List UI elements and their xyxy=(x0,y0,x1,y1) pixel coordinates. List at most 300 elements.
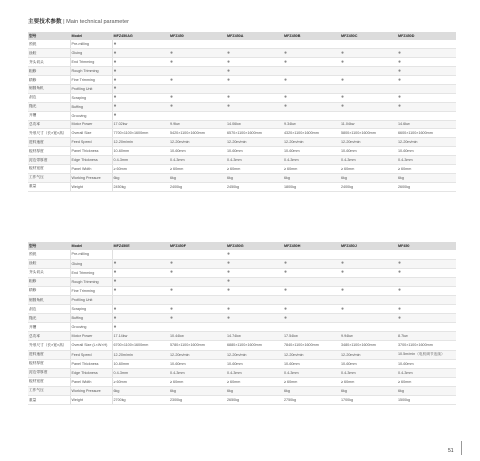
table-cell: 2400kg xyxy=(169,182,226,191)
table-cell xyxy=(340,314,397,323)
table-row xyxy=(28,76,456,85)
feature-dot-cell xyxy=(112,111,169,120)
table-cell: 12-20m/min xyxy=(283,138,340,147)
dot-icon: ● xyxy=(113,305,117,312)
feature-dot-cell xyxy=(340,102,397,111)
param-name-en: Panel Width xyxy=(70,377,112,386)
feature-dot-cell xyxy=(169,58,226,67)
table-cell: 12-20m/min xyxy=(112,138,169,147)
table-row xyxy=(28,295,456,304)
feature-dot-cell xyxy=(169,305,226,314)
dot-icon: ● xyxy=(227,250,231,257)
feature-dot-cell xyxy=(169,259,226,268)
table-row xyxy=(28,286,456,295)
table-cell: 6kg xyxy=(283,173,340,182)
table-cell xyxy=(397,111,456,120)
table-cell xyxy=(283,111,340,120)
table-row xyxy=(28,259,456,268)
table-cell: 10-60mm xyxy=(169,147,226,156)
table-cell: ≥ 60mm xyxy=(340,164,397,173)
param-name-en: Working Pressure xyxy=(70,173,112,182)
table-cell xyxy=(226,111,283,120)
table-row xyxy=(28,350,456,359)
table-cell: 10-60mm xyxy=(340,359,397,368)
feature-dot-cell xyxy=(397,76,456,85)
feature-dot-cell xyxy=(112,58,169,67)
table-header-row xyxy=(28,242,456,250)
param-name-en: Rough Trimming xyxy=(70,277,112,286)
table-row xyxy=(28,173,456,182)
header-cell: MFZ450G xyxy=(226,242,283,250)
feature-dot-cell xyxy=(397,314,456,323)
param-name-en: Edge Thickness xyxy=(70,156,112,165)
dot-icon: ● xyxy=(398,67,402,74)
feature-dot-cell xyxy=(397,286,456,295)
table-cell: ≥ 60mm xyxy=(169,377,226,386)
param-name-en: Buffing xyxy=(70,102,112,111)
table-cell: 10-60mm xyxy=(226,147,283,156)
table-cell: 2700kg xyxy=(112,396,169,405)
header-cell: MFZ450H xyxy=(283,242,340,250)
feature-dot-cell xyxy=(169,268,226,277)
param-name-zh: 倒圆角机 xyxy=(28,295,70,304)
param-name-en: End Trimming xyxy=(70,268,112,277)
table-cell: 12-20m/min xyxy=(226,350,283,359)
dot-icon: ● xyxy=(170,314,174,321)
dot-icon: ● xyxy=(227,103,231,110)
header-cell: MFZ450D xyxy=(397,32,456,40)
table-cell xyxy=(169,250,226,259)
table-cell: 14.06kw xyxy=(226,120,283,129)
feature-dot-cell xyxy=(283,76,340,85)
page-divider xyxy=(461,441,462,455)
param-name-en: Pre-milling xyxy=(70,250,112,259)
table-cell xyxy=(283,323,340,332)
table-cell: 12-20m/min xyxy=(283,350,340,359)
param-name-zh: 开槽 xyxy=(28,323,70,332)
table-cell xyxy=(169,84,226,93)
page-title-en: | Main technical parameter xyxy=(61,19,129,25)
param-name-zh: 倒圆角机 xyxy=(28,84,70,93)
param-name-zh: 刮边 xyxy=(28,93,70,102)
feature-dot-cell xyxy=(112,102,169,111)
table-cell: 10-60mm xyxy=(283,359,340,368)
feature-dot-cell xyxy=(226,250,283,259)
feature-dot-cell xyxy=(169,102,226,111)
table-cell: 0.4-3mm xyxy=(112,156,169,165)
dot-icon: ● xyxy=(113,103,117,110)
table-cell: 0.4-3mm xyxy=(283,156,340,165)
feature-dot-cell xyxy=(226,286,283,295)
table-cell: 9.94kw xyxy=(340,332,397,341)
table-row xyxy=(28,93,456,102)
table-cell: ≥ 60mm xyxy=(112,164,169,173)
table-cell: 0.4-3mm xyxy=(112,368,169,377)
feature-dot-cell xyxy=(112,277,169,286)
table-cell xyxy=(226,84,283,93)
table-cell: 1500kg xyxy=(397,396,456,405)
table-cell: 1700kg xyxy=(340,396,397,405)
table-row xyxy=(28,40,456,49)
table-cell: ≥ 60mm xyxy=(283,164,340,173)
table-row xyxy=(28,111,456,120)
header-cell: MFZ450C xyxy=(340,32,397,40)
feature-dot-cell xyxy=(112,67,169,76)
param-name-zh: 粗修 xyxy=(28,67,70,76)
feature-dot-cell xyxy=(112,268,169,277)
feature-dot-cell xyxy=(397,49,456,58)
param-name-zh: 抛光 xyxy=(28,102,70,111)
table-cell xyxy=(397,277,456,286)
table-cell: 14.74kw xyxy=(226,332,283,341)
dot-icon: ● xyxy=(341,58,345,65)
feature-dot-cell xyxy=(397,305,456,314)
param-name-en: Scraping xyxy=(70,93,112,102)
feature-dot-cell xyxy=(283,93,340,102)
table-cell: ≥ 60mm xyxy=(340,377,397,386)
table-cell: 0.4-3mm xyxy=(283,368,340,377)
feature-dot-cell xyxy=(169,314,226,323)
feature-dot-cell xyxy=(226,67,283,76)
table-cell xyxy=(283,67,340,76)
table-cell xyxy=(340,111,397,120)
param-name-en: Gluing xyxy=(70,259,112,268)
spec-table-2 xyxy=(28,242,456,405)
table-cell: 5780×1100×1600mm xyxy=(169,341,226,350)
table-cell: ≥ 60mm xyxy=(397,377,456,386)
param-name-en: Fine Trimming xyxy=(70,286,112,295)
table-row xyxy=(28,120,456,129)
feature-dot-cell xyxy=(283,305,340,314)
feature-dot-cell xyxy=(112,259,169,268)
feature-dot-cell xyxy=(226,314,283,323)
param-name-en: Edge Thickness xyxy=(70,368,112,377)
feature-dot-cell xyxy=(340,259,397,268)
header-cell: MFZ450A xyxy=(226,32,283,40)
table-cell xyxy=(169,40,226,49)
table-cell: 6570×1100×1600mm xyxy=(226,129,283,138)
param-name-zh: 外形尺寸（长×宽×高） xyxy=(28,341,70,350)
table-cell xyxy=(283,84,340,93)
dot-icon: ● xyxy=(170,58,174,65)
table-cell: 10.5m/min（电机调节连续） xyxy=(397,350,456,359)
dot-icon: ● xyxy=(284,287,288,294)
table-cell xyxy=(340,67,397,76)
feature-dot-cell xyxy=(226,102,283,111)
dot-icon: ● xyxy=(170,305,174,312)
param-name-en: Grooving xyxy=(70,323,112,332)
table-cell: 2300kg xyxy=(169,396,226,405)
param-name-zh: 板材宽度 xyxy=(28,377,70,386)
param-name-zh: 齐头切头 xyxy=(28,58,70,67)
table-cell xyxy=(340,277,397,286)
dot-icon: ● xyxy=(284,314,288,321)
dot-icon: ● xyxy=(113,67,117,74)
header-cell: Model xyxy=(70,242,112,250)
table-cell: 2450kg xyxy=(112,182,169,191)
table-cell: 3480×1100×1600mm xyxy=(340,341,397,350)
feature-dot-cell xyxy=(283,58,340,67)
table-row xyxy=(28,129,456,138)
table-cell: 10-60mm xyxy=(226,359,283,368)
feature-dot-cell xyxy=(397,93,456,102)
table-row xyxy=(28,164,456,173)
table-cell: ≥ 60mm xyxy=(169,164,226,173)
table-cell: 6kg xyxy=(169,173,226,182)
table-cell: 0.4-3mm xyxy=(397,156,456,165)
table-cell: 0.4-3mm xyxy=(226,368,283,377)
dot-icon: ● xyxy=(398,314,402,321)
feature-dot-cell xyxy=(397,102,456,111)
param-name-en: Feed Speed xyxy=(70,350,112,359)
param-name-en: Profiling Unit xyxy=(70,295,112,304)
table-cell xyxy=(169,111,226,120)
dot-icon: ● xyxy=(113,94,117,101)
dot-icon: ● xyxy=(227,76,231,83)
table-cell: ≥ 60mm xyxy=(226,377,283,386)
dot-icon: ● xyxy=(113,287,117,294)
table-row xyxy=(28,250,456,259)
param-name-en: Panel Width xyxy=(70,164,112,173)
dot-icon: ● xyxy=(398,103,402,110)
header-cell: MFZ450AG xyxy=(112,32,169,40)
feature-dot-cell xyxy=(340,305,397,314)
param-name-zh: 总功率 xyxy=(28,332,70,341)
param-name-zh: 粗修 xyxy=(28,277,70,286)
table-cell: 17.14kw xyxy=(112,332,169,341)
table-cell: 5420×1100×1600mm xyxy=(169,129,226,138)
param-name-zh: 封边带厚度 xyxy=(28,368,70,377)
table-cell: 0.4-3mm xyxy=(169,156,226,165)
spec-table-1 xyxy=(28,32,456,192)
table-cell xyxy=(397,40,456,49)
param-name-en: Profiling Unit xyxy=(70,84,112,93)
table-cell: 2600kg xyxy=(397,182,456,191)
feature-dot-cell xyxy=(226,277,283,286)
feature-dot-cell xyxy=(112,84,169,93)
feature-dot-cell xyxy=(283,49,340,58)
dot-icon: ● xyxy=(284,76,288,83)
table-cell: 10-60mm xyxy=(112,147,169,156)
table-cell xyxy=(226,295,283,304)
table-cell xyxy=(283,295,340,304)
dot-icon: ● xyxy=(113,269,117,276)
feature-dot-cell xyxy=(169,286,226,295)
table-cell: 2650kg xyxy=(226,396,283,405)
table-row xyxy=(28,323,456,332)
table-row xyxy=(28,102,456,111)
param-name-zh: 精修 xyxy=(28,76,70,85)
param-name-zh: 封边带厚度 xyxy=(28,156,70,165)
table-cell: 6kg xyxy=(397,173,456,182)
param-name-en: Pre-milling xyxy=(70,40,112,49)
param-name-zh: 进料速度 xyxy=(28,350,70,359)
table-cell: 17.02kw xyxy=(112,120,169,129)
table-cell: 17.54kw xyxy=(283,332,340,341)
header-cell: MF450 xyxy=(397,242,456,250)
table-cell xyxy=(340,84,397,93)
param-name-en: Working Pressure xyxy=(70,386,112,395)
header-cell: MFZ450F xyxy=(169,242,226,250)
dot-icon: ● xyxy=(227,49,231,56)
header-cell: MFZ450 xyxy=(169,32,226,40)
table-cell: 11.04kw xyxy=(340,120,397,129)
dot-icon: ● xyxy=(227,67,231,74)
feature-dot-cell xyxy=(226,268,283,277)
param-name-en: Scraping xyxy=(70,305,112,314)
table-cell xyxy=(397,323,456,332)
table-cell: 6kg xyxy=(397,386,456,395)
param-name-zh: 预铣 xyxy=(28,250,70,259)
table-cell xyxy=(169,277,226,286)
dot-icon: ● xyxy=(170,269,174,276)
table-cell xyxy=(340,40,397,49)
dot-icon: ● xyxy=(284,58,288,65)
feature-dot-cell xyxy=(340,49,397,58)
dot-icon: ● xyxy=(113,278,117,285)
feature-dot-cell xyxy=(226,93,283,102)
feature-dot-cell xyxy=(169,49,226,58)
table-cell: 3700×1100×1600mm xyxy=(397,341,456,350)
feature-dot-cell xyxy=(283,102,340,111)
dot-icon: ● xyxy=(113,40,117,47)
dot-icon: ● xyxy=(113,85,117,92)
feature-dot-cell xyxy=(169,76,226,85)
feature-dot-cell xyxy=(112,49,169,58)
table-cell: 4320×1100×1600mm xyxy=(283,129,340,138)
page-number: 51 xyxy=(448,448,454,454)
table-cell: 9.34kw xyxy=(283,120,340,129)
table-row xyxy=(28,332,456,341)
table-row xyxy=(28,182,456,191)
table-row xyxy=(28,268,456,277)
param-name-en: Weight xyxy=(70,396,112,405)
table-cell: 10.44kw xyxy=(169,332,226,341)
table-row xyxy=(28,341,456,350)
table-row xyxy=(28,138,456,147)
param-name-zh: 齐头切头 xyxy=(28,268,70,277)
table-cell xyxy=(112,250,169,259)
feature-dot-cell xyxy=(226,58,283,67)
dot-icon: ● xyxy=(113,58,117,65)
table-row xyxy=(28,359,456,368)
page-title xyxy=(28,17,129,25)
dot-icon: ● xyxy=(170,287,174,294)
table-cell xyxy=(340,323,397,332)
feature-dot-cell xyxy=(283,314,340,323)
param-name-en: Panel Thickness xyxy=(70,359,112,368)
dot-icon: ● xyxy=(170,103,174,110)
table-cell xyxy=(397,84,456,93)
table-cell: 12-20m/min xyxy=(169,350,226,359)
dot-icon: ● xyxy=(398,49,402,56)
header-cell: 型号 xyxy=(28,242,70,250)
feature-dot-cell xyxy=(226,49,283,58)
param-name-zh: 刮边 xyxy=(28,305,70,314)
table-row xyxy=(28,147,456,156)
table-cell xyxy=(283,40,340,49)
dot-icon: ● xyxy=(341,260,345,267)
feature-dot-cell xyxy=(112,305,169,314)
dot-icon: ● xyxy=(227,269,231,276)
table-cell: ≥ 60mm xyxy=(112,377,169,386)
feature-dot-cell xyxy=(226,259,283,268)
dot-icon: ● xyxy=(284,103,288,110)
param-name-en: End Trimming xyxy=(70,58,112,67)
dot-icon: ● xyxy=(341,94,345,101)
table-cell: 6kg xyxy=(226,173,283,182)
dot-icon: ● xyxy=(341,103,345,110)
table-row xyxy=(28,67,456,76)
header-cell: 型号 xyxy=(28,32,70,40)
feature-dot-cell xyxy=(226,76,283,85)
param-name-en: Rough Trimming xyxy=(70,67,112,76)
table-cell: 0.4-3mm xyxy=(340,368,397,377)
dot-icon: ● xyxy=(398,269,402,276)
feature-dot-cell xyxy=(397,268,456,277)
feature-dot-cell xyxy=(112,314,169,323)
table-cell: 0.4-3mm xyxy=(397,368,456,377)
param-name-zh: 板材厚度 xyxy=(28,147,70,156)
table-cell: 0.4-3mm xyxy=(226,156,283,165)
table-row xyxy=(28,84,456,93)
param-name-zh: 预铣 xyxy=(28,40,70,49)
table-row xyxy=(28,58,456,67)
dot-icon: ● xyxy=(341,269,345,276)
param-name-zh: 工作气压 xyxy=(28,173,70,182)
table-row xyxy=(28,396,456,405)
table-cell: 6kg xyxy=(112,173,169,182)
dot-icon: ● xyxy=(341,305,345,312)
param-name-zh: 开槽 xyxy=(28,111,70,120)
dot-icon: ● xyxy=(113,260,117,267)
header-cell: MFZ450J xyxy=(340,242,397,250)
table-cell: 2450kg xyxy=(226,182,283,191)
table-row xyxy=(28,377,456,386)
feature-dot-cell xyxy=(283,268,340,277)
table-cell: 0.4-3mm xyxy=(169,368,226,377)
table-cell xyxy=(397,250,456,259)
table-cell: 6kg xyxy=(226,386,283,395)
dot-icon: ● xyxy=(170,94,174,101)
feature-dot-cell xyxy=(340,286,397,295)
table-cell: 6kg xyxy=(112,386,169,395)
table-header-row xyxy=(28,32,456,40)
table-row xyxy=(28,368,456,377)
table-cell xyxy=(169,323,226,332)
param-name-en: Gluing xyxy=(70,49,112,58)
dot-icon: ● xyxy=(113,323,117,330)
dot-icon: ● xyxy=(113,49,117,56)
table-cell: 12-20m/min xyxy=(169,138,226,147)
dot-icon: ● xyxy=(227,305,231,312)
header-cell: Model xyxy=(70,32,112,40)
table-cell: 12-20m/min xyxy=(340,350,397,359)
param-name-en: Weight xyxy=(70,182,112,191)
param-name-zh: 总功率 xyxy=(28,120,70,129)
table-cell: 12-20m/min xyxy=(397,138,456,147)
table-cell: ≥ 60mm xyxy=(397,164,456,173)
dot-icon: ● xyxy=(341,287,345,294)
dot-icon: ● xyxy=(284,269,288,276)
table-row xyxy=(28,277,456,286)
dot-icon: ● xyxy=(398,305,402,312)
dot-icon: ● xyxy=(113,112,117,119)
feature-dot-cell xyxy=(397,67,456,76)
dot-icon: ● xyxy=(284,49,288,56)
table-cell xyxy=(226,323,283,332)
table-cell xyxy=(169,67,226,76)
